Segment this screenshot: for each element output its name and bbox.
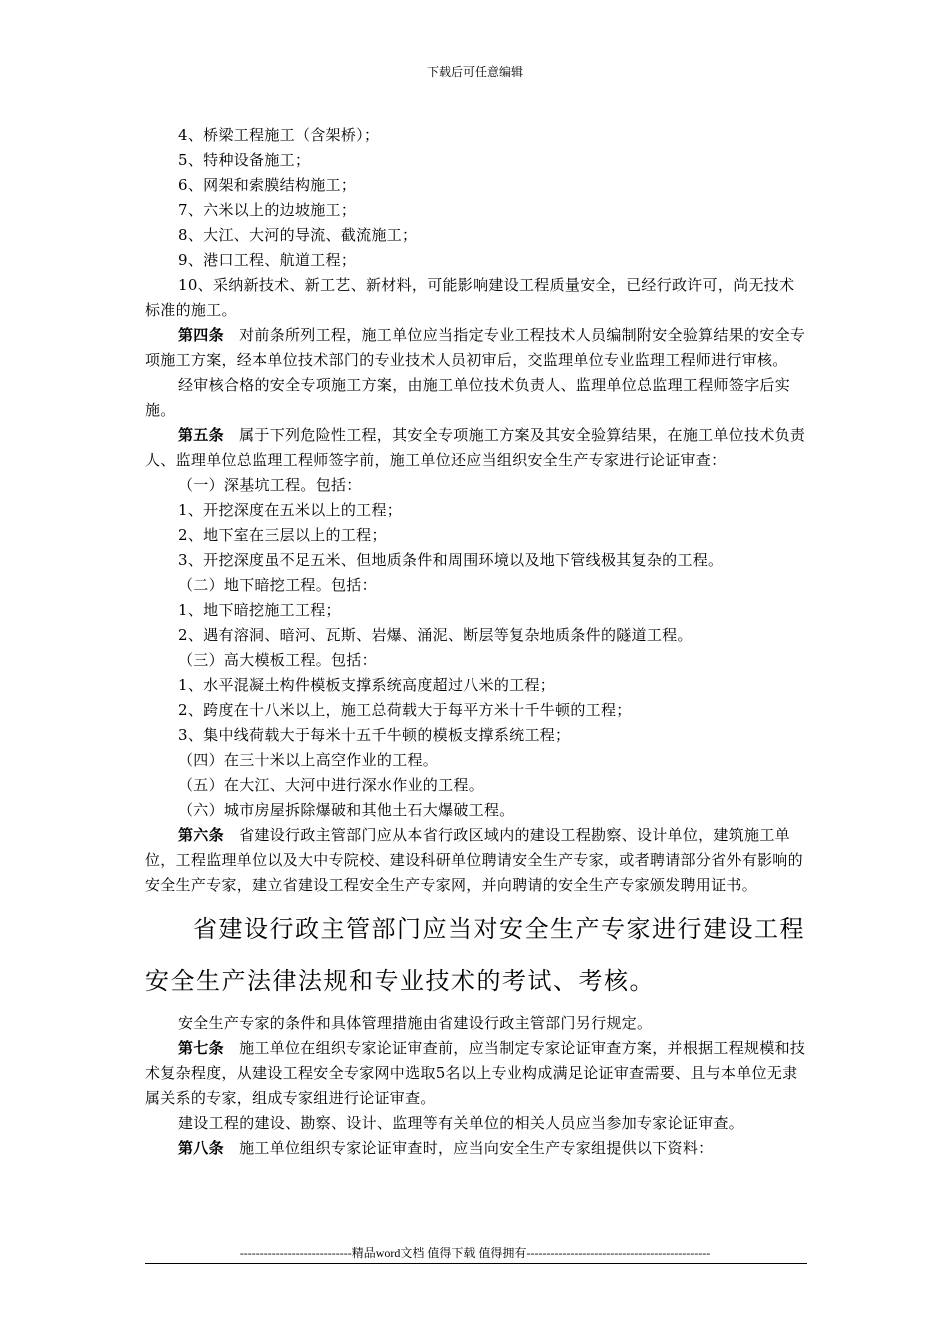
article-6 [145,823,807,898]
list-item: （五）在大江、大河中进行深水作业的工程。 [178,776,485,794]
list-item: 6、网架和索膜结构施工； [178,176,357,194]
list-item: 5、特种设备施工； [178,151,311,169]
list-item: （三）高大模板工程。包括： [178,651,377,669]
article-8 [145,1136,807,1161]
article-heading: 第八条 [178,1139,224,1157]
paragraph: 经审核合格的安全专项施工方案，由施工单位技术负责人、监理单位总监理工程师签字后实施。 [145,376,791,419]
list-item: （二）地下暗挖工程。包括： [178,576,377,594]
article-4 [145,323,807,373]
list-item: 7、六米以上的边坡施工； [178,201,357,219]
article-text: 属于下列危险性工程，其安全专项施工方案及其安全验算结果，在施工单位技术负责人、监理单位总监理工程师签字前，施工单位还应当组织安全生产专家进行论证审查： [145,426,806,469]
list-item: 2、跨度在十八米以上，施工总荷载大于每平方米十千牛顿的工程； [178,701,632,719]
page-footer: ----------------------------精品word文档 值得下载 值得拥有---------------------------------------------- [239,1246,711,1260]
paragraph: 建设工程的建设、勘察、设计、监理等有关单位的相关人员应当参加专家论证审查。 [178,1114,745,1132]
list-item: （六）城市房屋拆除爆破和其他土石大爆破工程。 [178,801,515,819]
article-text: 对前条所列工程，施工单位应当指定专业工程技术人员编制附安全验算结果的安全专项施工方案，经本单位技术部门的专业技术人员初审后，交监理单位专业监理工程师进行审核。 [145,326,806,369]
list-item: 3、集中线荷载大于每米十五千牛顿的模板支撑系统工程； [178,726,571,744]
list-item: 1、地下暗挖施工工程； [178,601,341,619]
article-5 [145,423,807,473]
document-body [145,123,807,1161]
article-text: 施工单位在组织专家论证审查前，应当制定专家论证审查方案，并根据工程规模和技术复杂程度，从建设工程安全专家网中选取5名以上专业构成满足论证审查需要、且与本单位无隶属关系的专家，组成专家组进行论证审查。 [145,1039,806,1107]
list-item: 10、采纳新技术、新工艺、新材料，可能影响建设工程质量安全，已经行政许可，尚无技术标准的施工。 [145,276,795,319]
article-heading: 第七条 [178,1039,224,1057]
article-7 [145,1036,807,1111]
list-item: 8、大江、大河的导流、截流施工； [178,226,418,244]
paragraph: 安全生产专家的条件和具体管理措施由省建设行政主管部门另行规定。 [178,1014,653,1032]
article-heading: 第六条 [178,826,224,844]
list-item: 1、开挖深度在五米以上的工程； [178,501,403,519]
article-text: 省建设行政主管部门应从本省行政区域内的建设工程勘察、设计单位，建筑施工单位，工程监理单位以及大中专院校、建设科研单位聘请安全生产专家，或者聘请部分省外有影响的安全生产专家，建立省建设工程安全生产专家网，并向聘请的安全生产专家颁发聘用证书。 [145,826,803,894]
list-item: 9、港口工程、航道工程； [178,251,357,269]
list-item: 3、开挖深度虽不足五米、但地质条件和周围环境以及地下管线极其复杂的工程。 [178,551,724,569]
page-header: 下载后可任意编辑 [426,65,523,79]
list-item: （四）在三十米以上高空作业的工程。 [178,751,439,769]
list-item: （一）深基坑工程。包括： [178,476,362,494]
article-text: 施工单位组织专家论证审查时，应当向安全生产专家组提供以下资料： [223,1139,714,1157]
list-item: 2、地下室在三层以上的工程； [178,526,387,544]
list-item: 4、桥梁工程施工（含架桥）； [178,126,380,144]
list-item: 2、遇有溶洞、暗河、瓦斯、岩爆、涌泥、断层等复杂地质条件的隧道工程。 [178,626,693,644]
large-paragraph: 省建设行政主管部门应当对安全生产专家进行建设工程安全生产法律法规和专业技术的考试、考核。 [145,915,805,995]
footer-rule [145,1263,807,1264]
article-heading: 第四条 [178,326,224,344]
list-item: 1、水平混凝土构件模板支撑系统高度超过八米的工程； [178,676,556,694]
article-heading: 第五条 [178,426,224,444]
